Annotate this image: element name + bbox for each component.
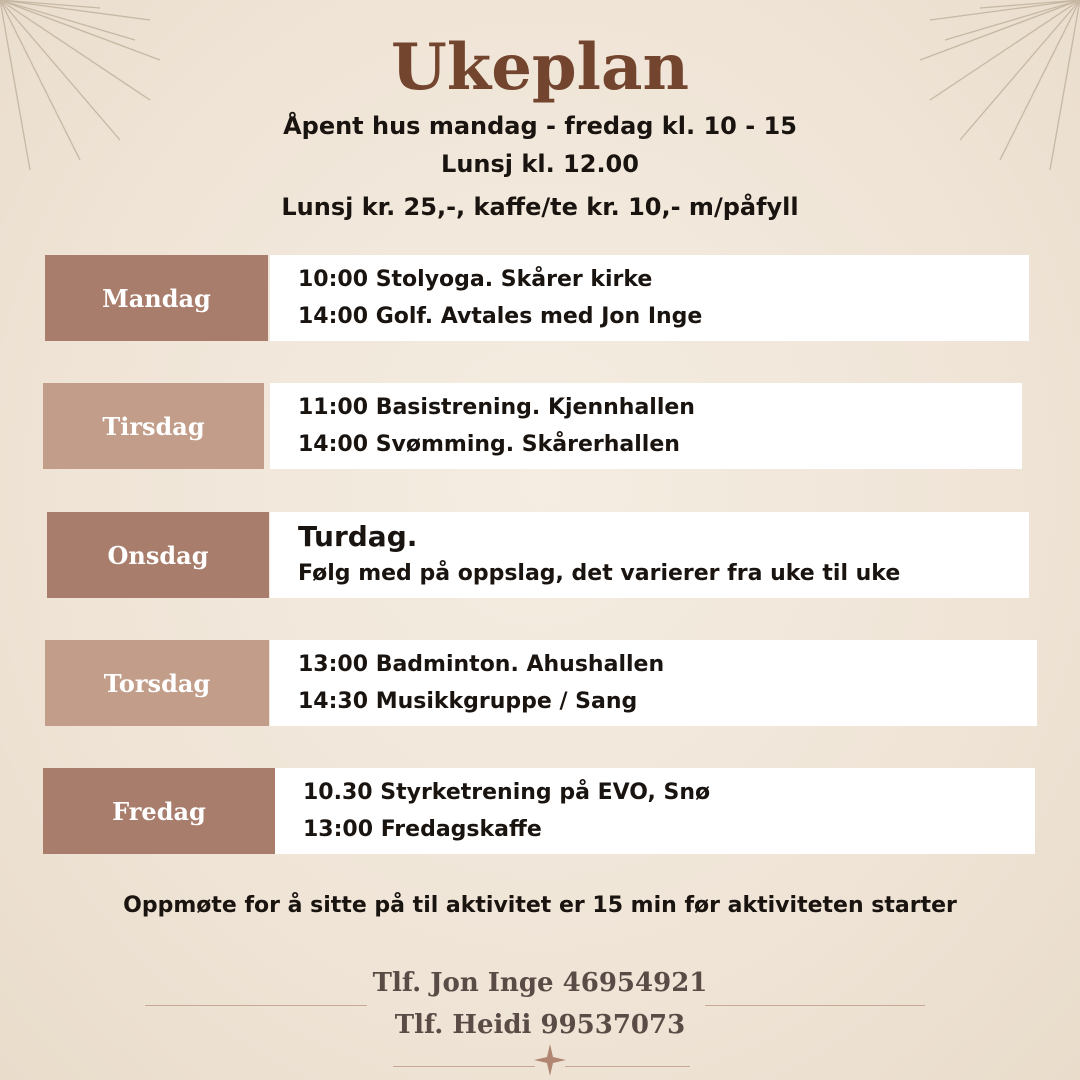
day-activities <box>275 768 1035 854</box>
activity-line: 11:00 Basistrening. Kjennhallen <box>298 395 695 420</box>
phone-jon-inge: Tlf. Jon Inge 46954921 <box>372 968 708 998</box>
day-label: Mandag <box>45 255 268 341</box>
divider <box>145 1005 367 1006</box>
activity-line: 13:00 Fredagskaffe <box>303 817 542 842</box>
day-activities <box>270 640 1037 726</box>
phone-heidi: Tlf. Heidi 99537073 <box>394 1010 686 1040</box>
activity-line: 14:30 Musikkgruppe / Sang <box>298 689 638 714</box>
lunch-time: Lunsj kl. 12.00 <box>441 150 639 178</box>
activity-line: 10:00 Stolyoga. Skårer kirke <box>298 267 653 292</box>
activity-line: Følg med på oppslag, det varierer fra uke til uke <box>298 560 901 586</box>
four-point-star-icon <box>530 1040 570 1080</box>
opening-hours: Åpent hus mandag - fredag kl. 10 - 15 <box>283 112 797 140</box>
activity-heading: Turdag. <box>298 519 418 553</box>
day-activities <box>270 383 1022 469</box>
day-label: Torsdag <box>45 640 269 726</box>
page-title: Ukeplan <box>391 30 689 105</box>
attendance-note: Oppmøte for å sitte på til aktivitet er 15 min før aktiviteten starter <box>123 893 957 918</box>
day-label: Fredag <box>43 768 275 854</box>
prices: Lunsj kr. 25,-, kaffe/te kr. 10,- m/påfyll <box>281 193 799 221</box>
activity-line: 10.30 Styrketrening på EVO, Snø <box>303 780 711 805</box>
divider <box>705 1005 925 1006</box>
divider <box>565 1066 690 1067</box>
activity-line: 14:00 Golf. Avtales med Jon Inge <box>298 304 703 329</box>
activity-line: 13:00 Badminton. Ahushallen <box>298 652 665 677</box>
day-activities <box>270 255 1029 341</box>
day-activities <box>270 512 1029 598</box>
day-label: Tirsdag <box>43 383 264 469</box>
day-label: Onsdag <box>47 512 269 598</box>
activity-line: 14:00 Svømming. Skårerhallen <box>298 432 680 457</box>
divider <box>393 1066 535 1067</box>
